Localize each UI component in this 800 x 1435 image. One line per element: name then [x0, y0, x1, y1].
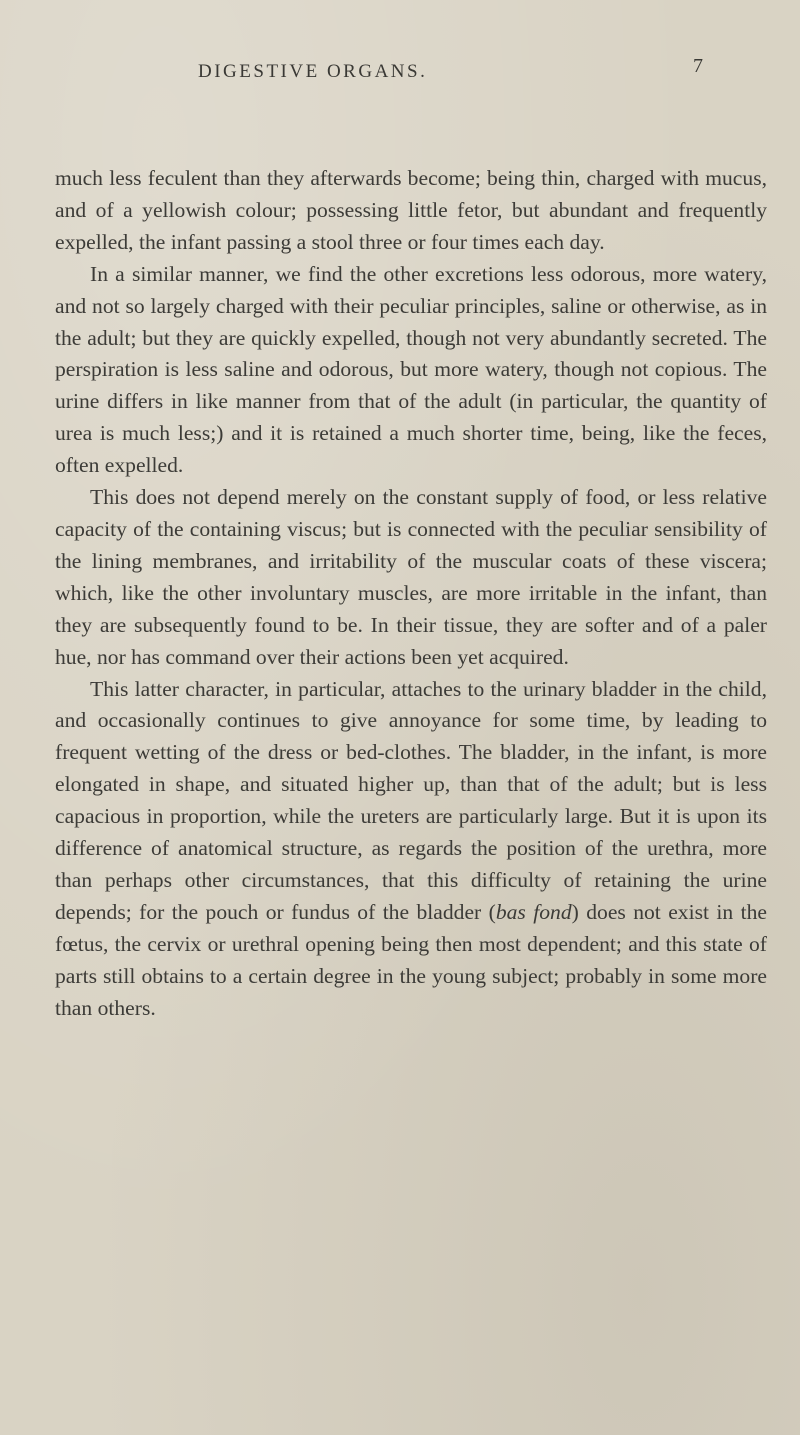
paragraph-4: [55, 674, 767, 1025]
paragraph-1: much less feculent than they afterwards become; being thin, charged with mucus, and of a yellowish colour; possessing little fetor, but abundant and frequently expelled, the infant passing a stool three or four times each day.: [55, 166, 767, 254]
paragraph-2: In a similar manner, we find the other excretions less odorous, more watery, and not so largely charged with their peculiar principles, saline or otherwise, as in the adult; but they are quickly expelled, though not very abundantly secreted. The perspiration is less saline and odorous, but more watery, though not copious. The urine differs in like manner from that of the adult (in particular, the quantity of urea is much less;) and it is retained a much shorter time, being, like the feces, often expelled.: [55, 261, 767, 478]
running-head: DIGESTIVE ORGANS.: [198, 61, 428, 82]
paragraph-4-text-start: This latter character, in particular, attaches to the urinary bladder in the child, and occasionally continues to give annoyance for some time, by leading to frequent wetting of the dress or bed-clothes. The bladder, in the infant, is more elongated in shape, and situated higher up, than that of the adult; but is less capacious in proportion, while the ureters are particularly large. But it is upon its difference of anatomical structure, as regards the position of the urethra, more than perhaps other circumstances, that this difficulty of retaining the urine depends; for the pouch or fundus of the bladder (: [55, 676, 767, 924]
page-number: 7: [693, 55, 703, 77]
body-text: [55, 163, 767, 1024]
paragraph-4-text-end: ) does not exist in the fœtus, the cervix or urethral opening being then most dependent; and this state of parts still obtains to a certain degree in the young subject; probably in some more than others.: [55, 899, 767, 1020]
paragraph-4-italic-term: bas fond: [495, 899, 572, 924]
paragraph-3: This does not depend merely on the constant supply of food, or less relative capacity of the containing viscus; but is connected with the peculiar sensibility of the lining membranes, and irritability of the muscular coats of these viscera; which, like the other involuntary muscles, are more irritable in the infant, than they are subsequently found to be. In their tissue, they are softer and of a paler hue, nor has command over their actions been yet acquired.: [55, 485, 767, 669]
